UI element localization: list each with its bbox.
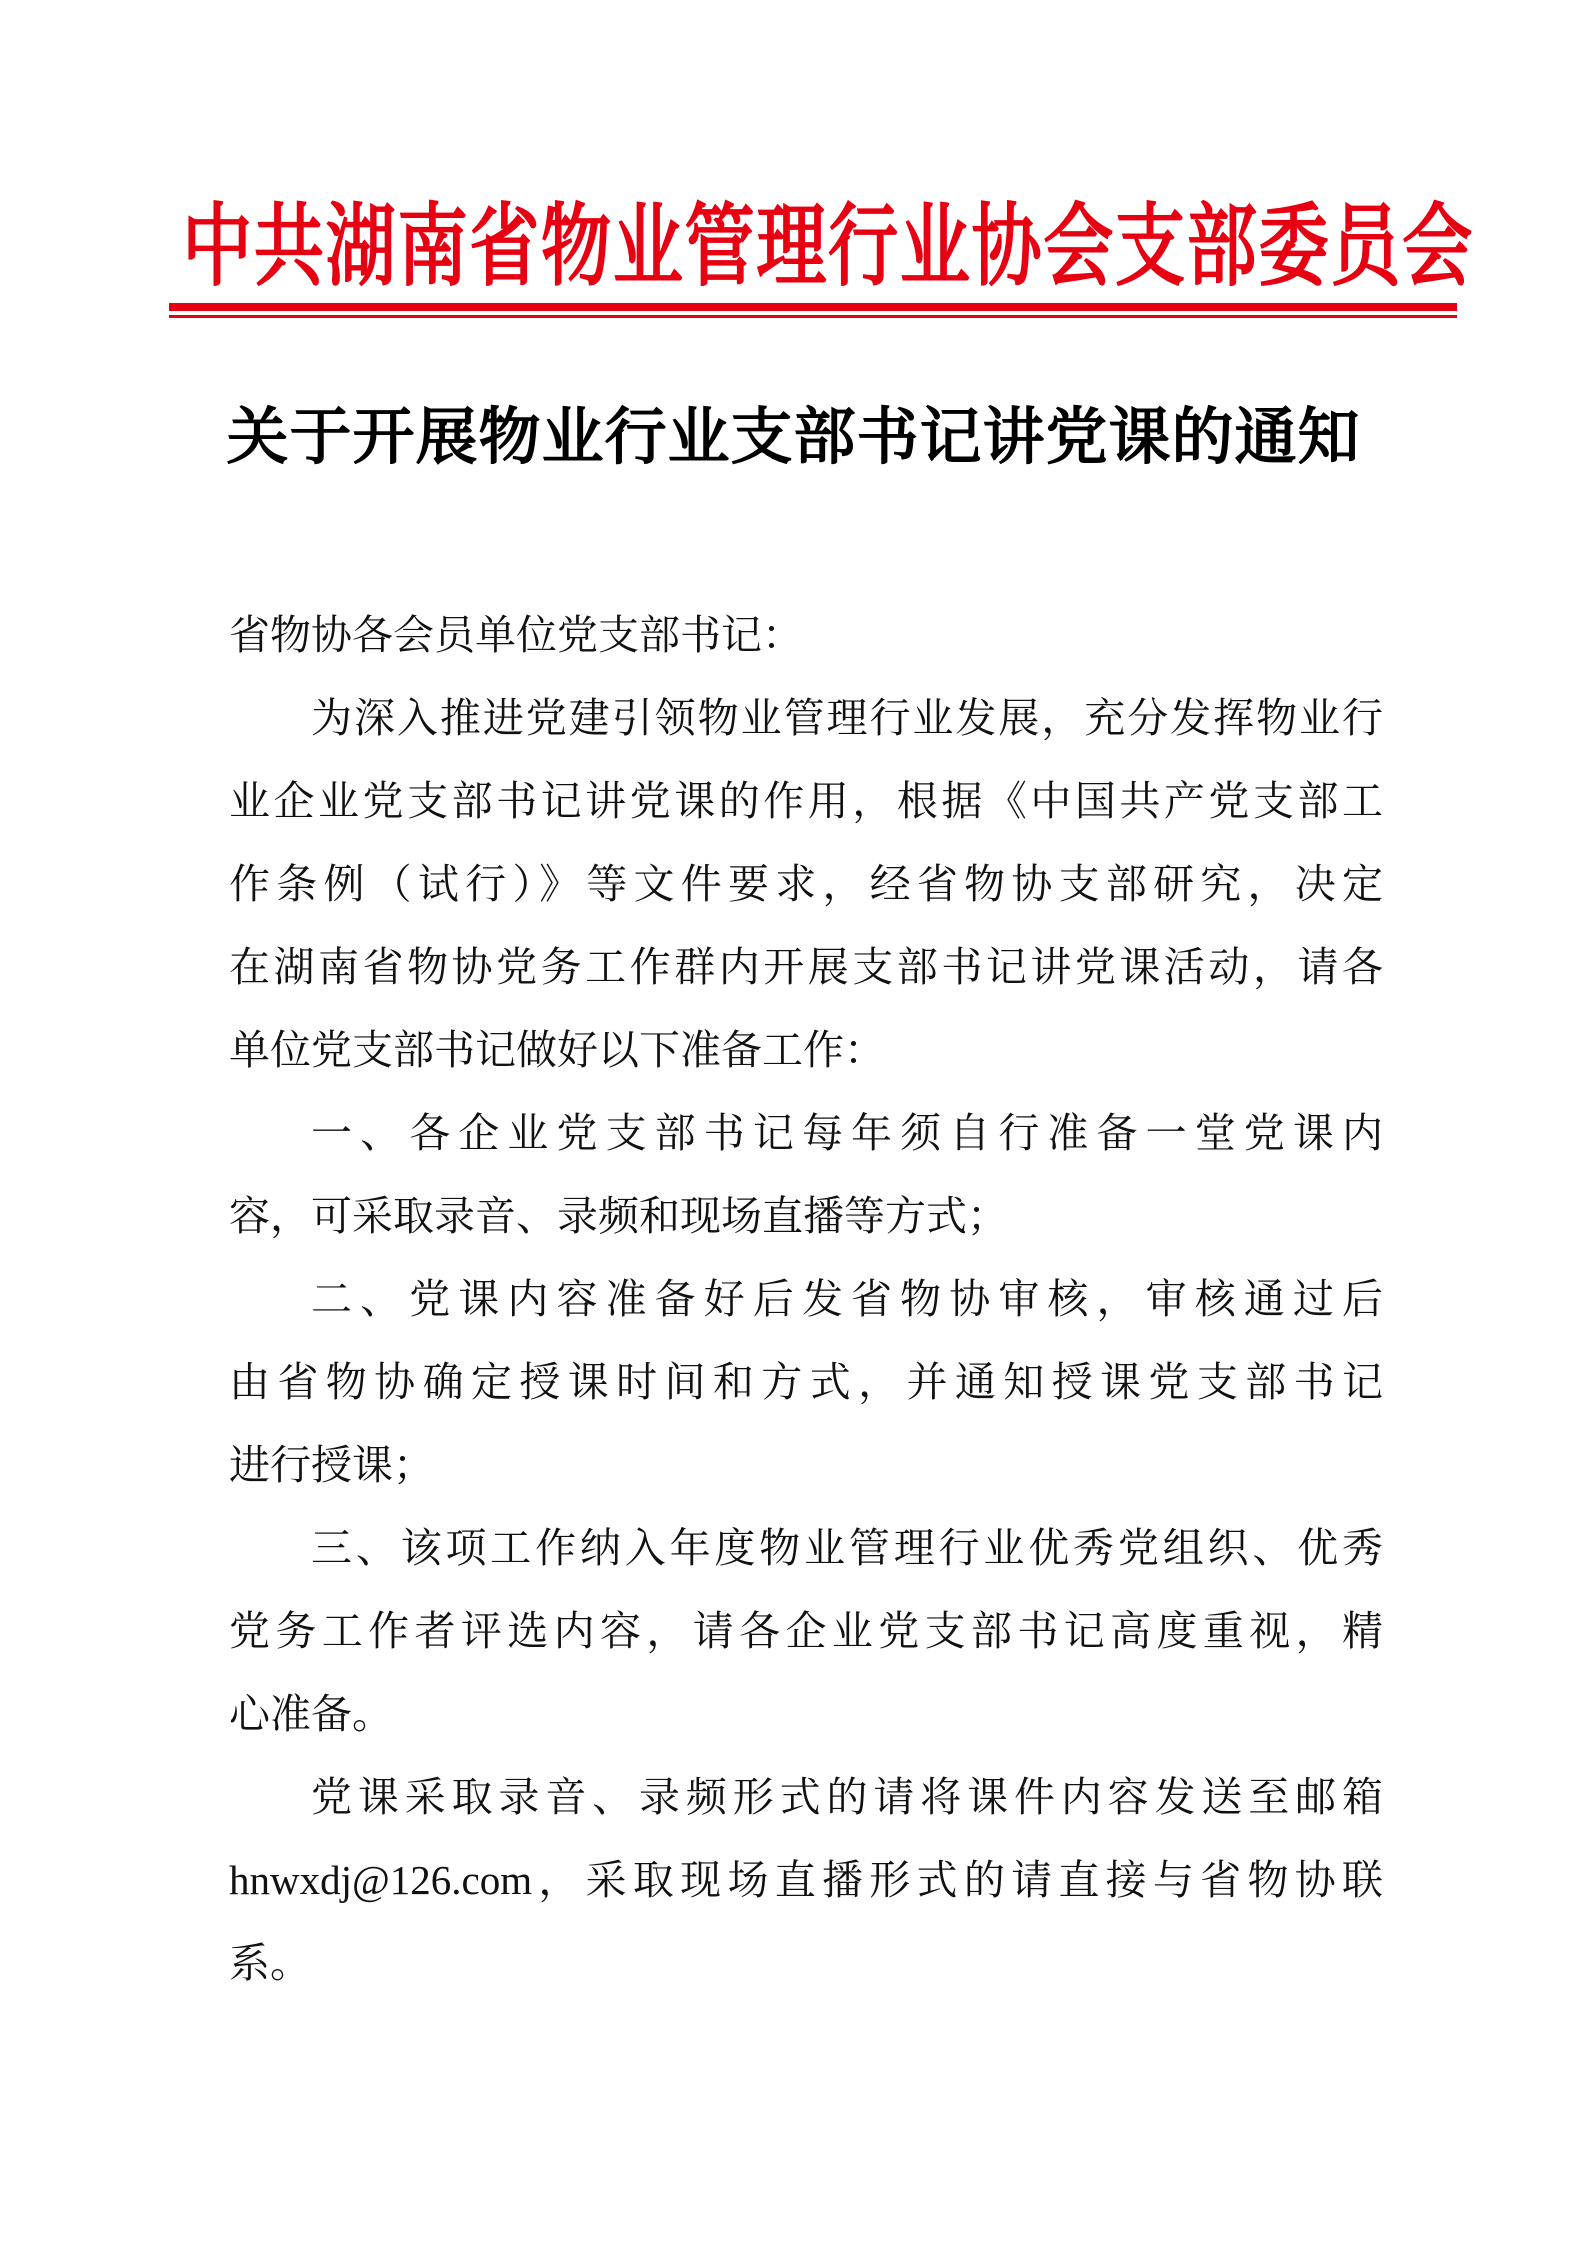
paragraph <box>229 594 1383 677</box>
text-line: hnwxdj@126.com，采取现场直播形式的请直接与省物协联 <box>229 1857 1383 1903</box>
paragraph <box>229 1092 1383 1258</box>
document-body <box>229 594 1383 2005</box>
text-line: 为深入推进党建引领物业管理行业发展，充分发挥物业行 <box>311 695 1383 741</box>
text-line: 一、各企业党支部书记每年须自行准备一堂党课内 <box>311 1110 1383 1156</box>
text-line: 作条例（试行）》等文件要求，经省物协支部研究，决定 <box>229 861 1383 907</box>
letterhead-title: 中共湖南省物业管理行业协会支部委员会 <box>182 198 1474 297</box>
red-divider-rule <box>169 303 1457 318</box>
document-title: 关于开展物业行业支部书记讲党课的通知 <box>226 404 1361 472</box>
text-line: 容，可采取录音、录频和现场直播等方式； <box>229 1193 1008 1239</box>
text-line: 省物协各会员单位党支部书记： <box>229 612 803 658</box>
paragraph <box>229 1258 1383 1507</box>
paragraph <box>229 677 1383 1092</box>
text-line: 业企业党支部书记讲党课的作用，根据《中国共产党支部工 <box>229 778 1383 824</box>
letterhead <box>0 195 1587 300</box>
text-line: 三、该项工作纳入年度物业管理行业优秀党组织、优秀 <box>311 1525 1383 1571</box>
text-line: 心准备。 <box>229 1691 393 1737</box>
text-line: 进行授课； <box>229 1442 434 1488</box>
text-line: 在湖南省物协党务工作群内开展支部书记讲党课活动，请各 <box>229 944 1383 990</box>
paragraph <box>229 1756 1383 2005</box>
text-line: 单位党支部书记做好以下准备工作： <box>229 1027 885 1073</box>
text-line: 系。 <box>229 1940 311 1986</box>
text-line: 二、党课内容准备好后发省物协审核，审核通过后 <box>311 1276 1383 1322</box>
text-line: 由省物协确定授课时间和方式，并通知授课党支部书记 <box>229 1359 1383 1405</box>
text-line: 党务工作者评选内容，请各企业党支部书记高度重视，精 <box>229 1608 1383 1654</box>
text-line: 党课采取录音、录频形式的请将课件内容发送至邮箱 <box>311 1774 1383 1820</box>
paragraph <box>229 1507 1383 1756</box>
